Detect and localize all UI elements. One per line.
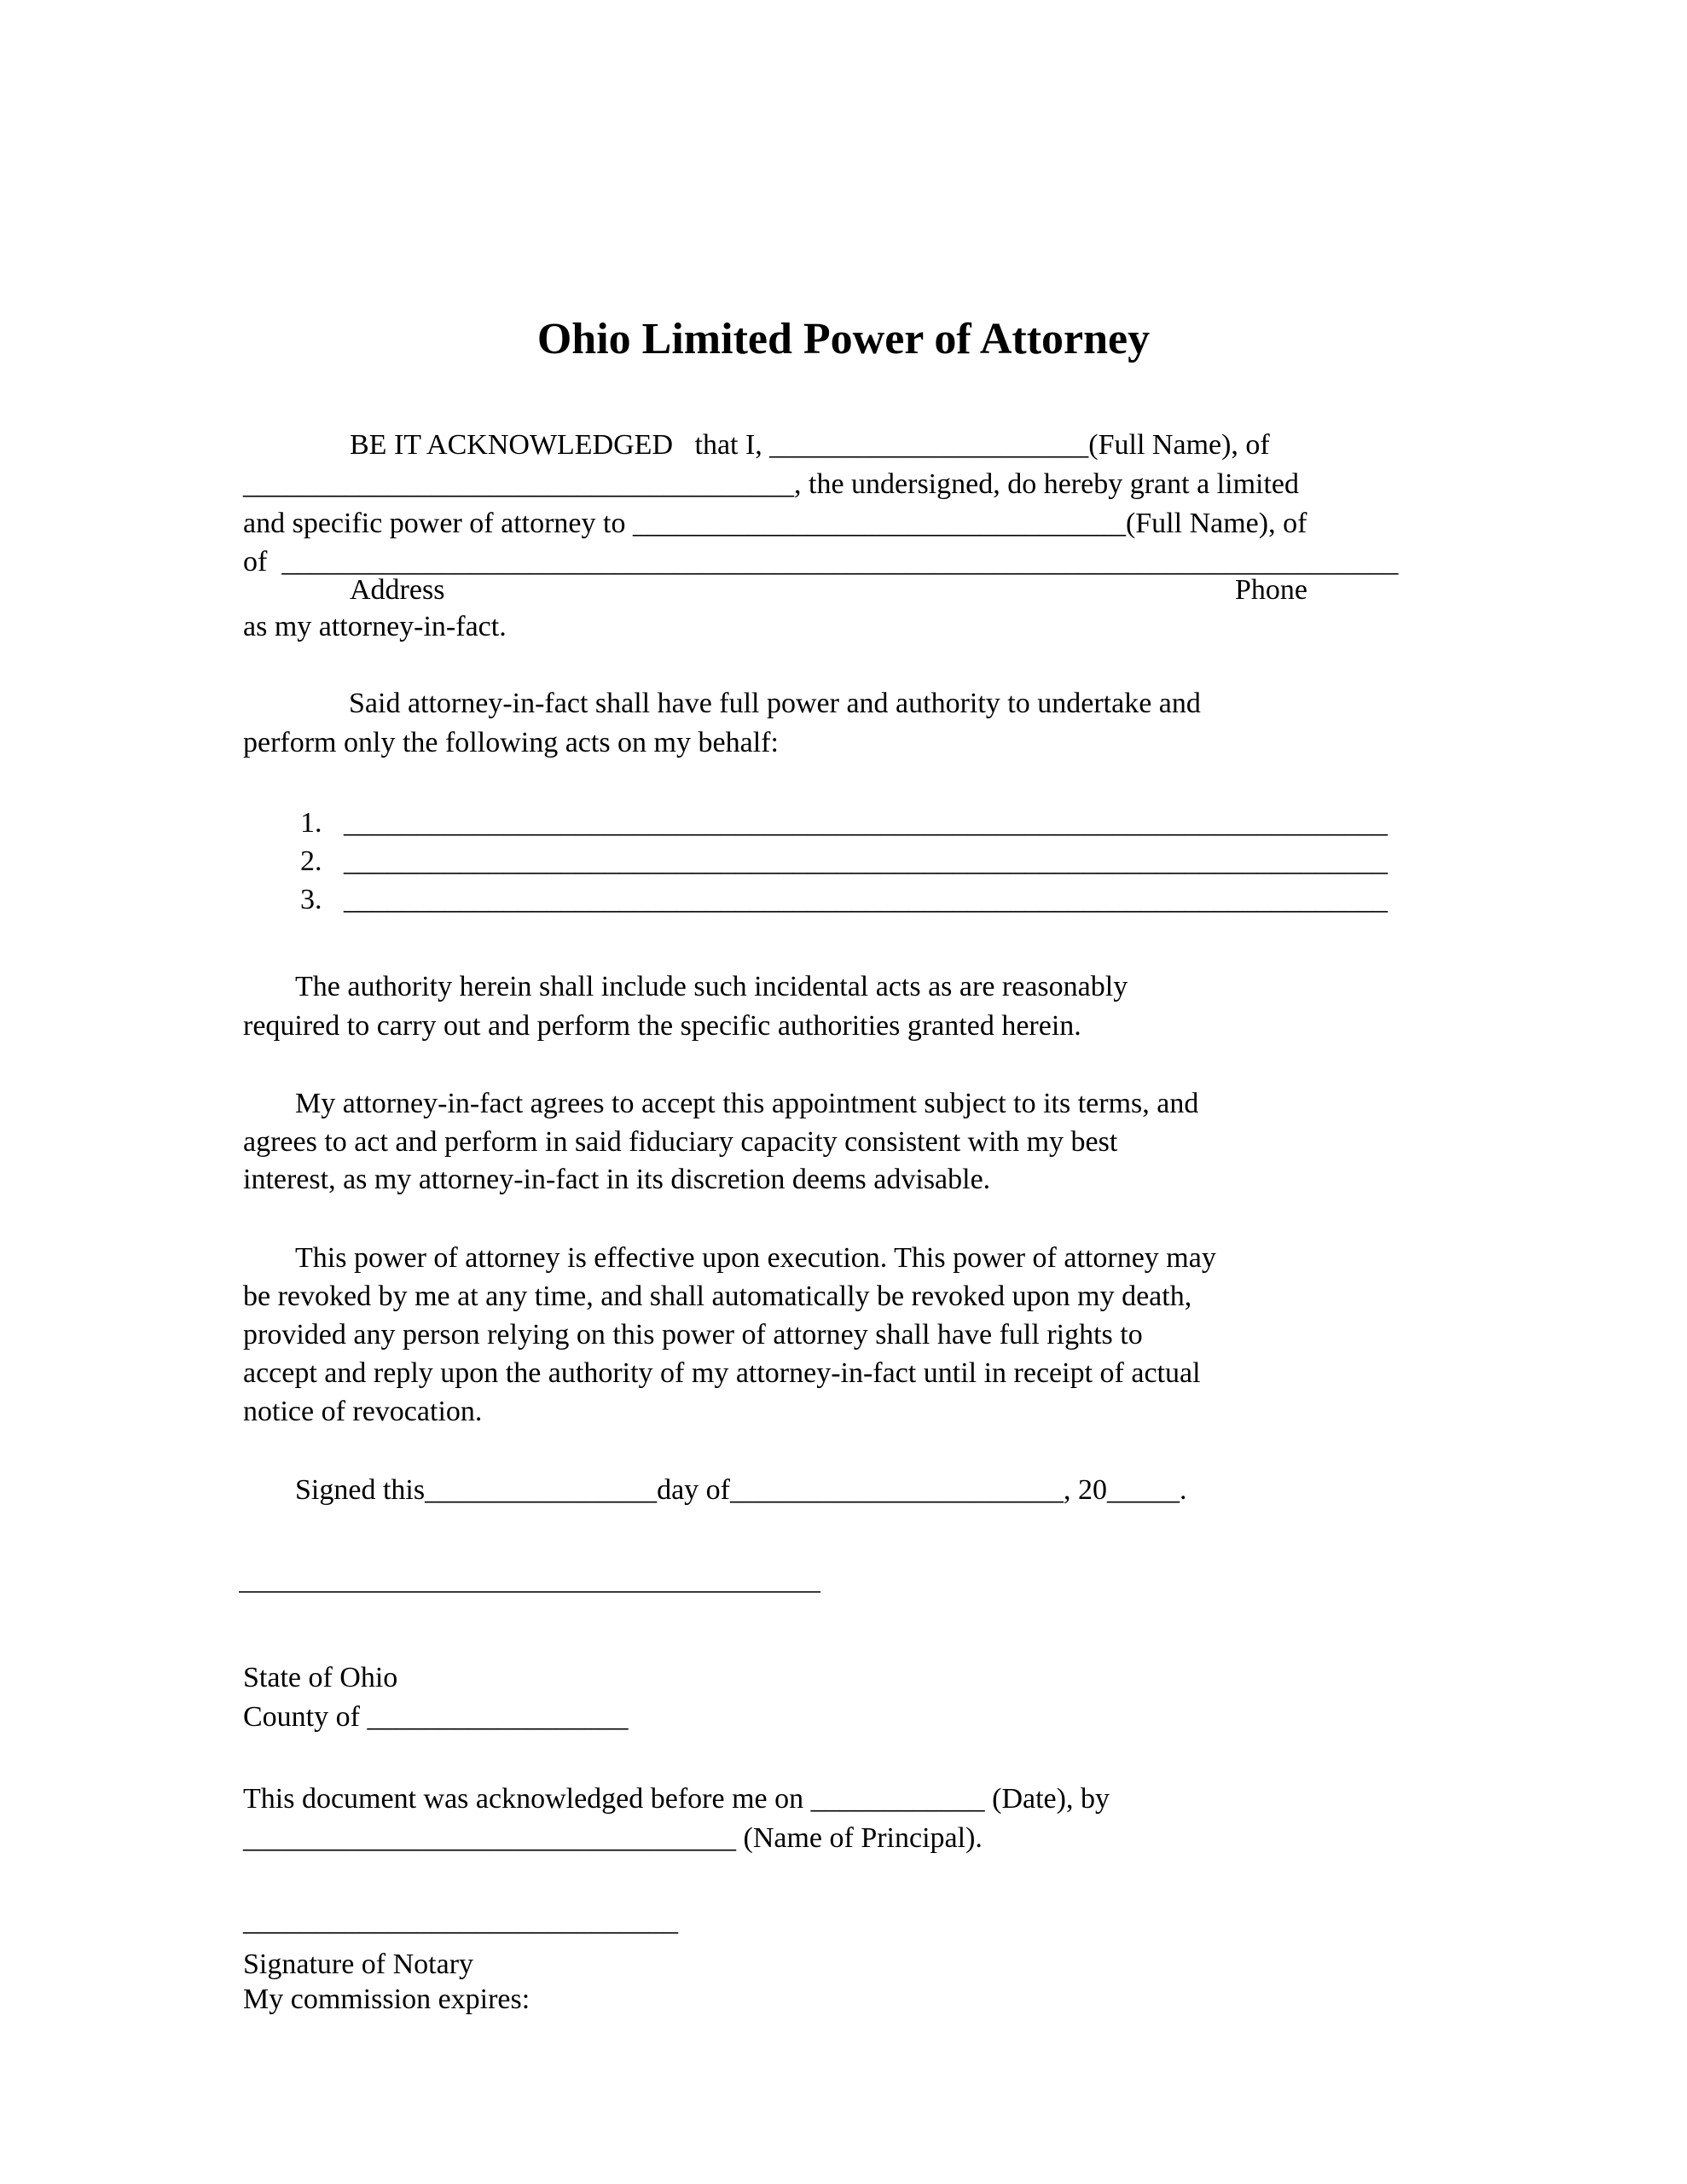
act-item-2: 2. ________________________________________________________________________	[300, 845, 1388, 877]
powers-line-1: Said attorney-in-fact shall have full power and authority to undertake and	[349, 688, 1201, 719]
acknowledgment-line-2: __________________________________ (Name of Principal).	[243, 1822, 983, 1854]
effectiveness-line-4: accept and reply upon the authority of my attorney-in-fact until in receipt of actual	[243, 1357, 1201, 1389]
document-title: Ohio Limited Power of Attorney	[536, 315, 1151, 363]
effectiveness-line-1: This power of attorney is effective upon execution. This power of attorney may	[295, 1242, 1216, 1274]
address-label: Address	[350, 574, 445, 606]
phone-label: Phone	[1235, 574, 1307, 606]
effectiveness-line-2: be revoked by me at any time, and shall automatically be revoked upon my death,	[243, 1281, 1192, 1312]
county-line: County of __________________	[243, 1701, 629, 1733]
effectiveness-line-3: provided any person relying on this power of attorney shall have full rights to	[243, 1319, 1143, 1350]
intro-line-6: as my attorney-in-fact.	[243, 611, 507, 642]
powers-line-2: perform only the following acts on my behalf:	[243, 727, 779, 758]
intro-line-1: BE IT ACKNOWLEDGED that I, ______________________(Full Name), of	[350, 429, 1270, 461]
acceptance-line-2: agrees to act and perform in said fiduciary capacity consistent with my best	[243, 1126, 1118, 1158]
notary-signature-label: Signature of Notary	[243, 1949, 474, 1980]
acknowledgment-line-1: This document was acknowledged before me on ____________ (Date), by	[243, 1783, 1110, 1815]
act-item-1: 1. ________________________________________________________________________	[300, 807, 1388, 839]
act-item-3: 3. ________________________________________________________________________	[300, 884, 1388, 915]
acceptance-line-1: My attorney-in-fact agrees to accept this appointment subject to its terms, and	[295, 1088, 1199, 1119]
intro-line-2: ______________________________________, the undersigned, do hereby grant a limited	[243, 468, 1299, 500]
intro-line-3: and specific power of attorney to __________________________________(Full Name), of	[243, 508, 1307, 539]
notary-signature-blank: ______________________________	[243, 1905, 678, 1937]
acceptance-line-3: interest, as my attorney-in-fact in its discretion deems advisable.	[243, 1164, 991, 1195]
commission-expires-label: My commission expires:	[243, 1984, 530, 2015]
principal-signature-line	[239, 1591, 820, 1593]
authority-line-1: The authority herein shall include such incidental acts as are reasonably	[295, 971, 1128, 1002]
authority-line-2: required to carry out and perform the specific authorities granted herein.	[243, 1010, 1081, 1042]
intro-line-4: of _____________________________________________________________________________	[243, 546, 1399, 578]
effectiveness-line-5: notice of revocation.	[243, 1396, 483, 1427]
state-line: State of Ohio	[243, 1662, 398, 1693]
signed-date-line: Signed this________________day of_______________________, 20_____.	[295, 1474, 1187, 1506]
